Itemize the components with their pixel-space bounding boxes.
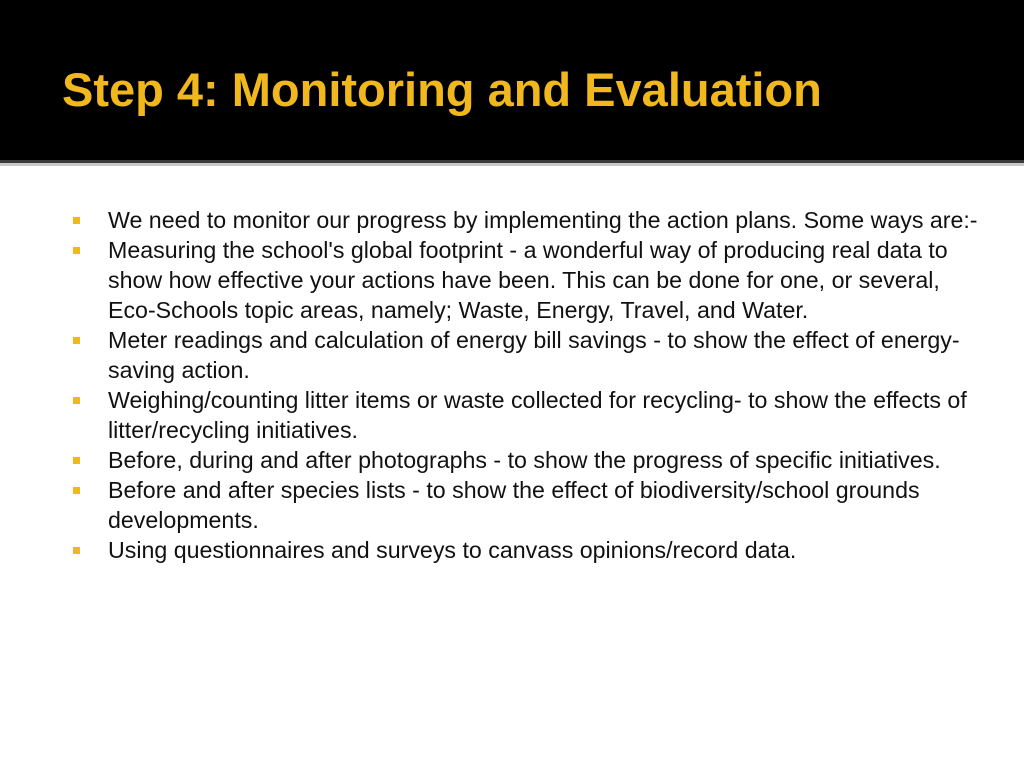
bullet-text: Before and after species lists - to show the effect of biodiversity/school grounds developments. xyxy=(108,477,920,533)
square-bullet-icon xyxy=(73,457,80,464)
bullet-text: Measuring the school's global footprint - a wonderful way of producing real data to show how effective your actions have been. This can be done for one, or several, Eco-Schools topic areas, namely; Waste, Energy, Travel, and Water. xyxy=(108,237,948,323)
bullet-list xyxy=(68,205,988,565)
bullet-item xyxy=(68,235,988,325)
square-bullet-icon xyxy=(73,547,80,554)
square-bullet-icon xyxy=(73,337,80,344)
slide-title: Step 4: Monitoring and Evaluation xyxy=(62,63,822,116)
square-bullet-icon xyxy=(73,487,80,494)
bullet-item xyxy=(68,385,988,445)
square-bullet-icon xyxy=(73,247,80,254)
square-bullet-icon xyxy=(73,217,80,224)
bullet-text: Meter readings and calculation of energy bill savings - to show the effect of energy-saving action. xyxy=(108,327,960,383)
title-divider-highlight xyxy=(0,163,1024,166)
bullet-item xyxy=(68,325,988,385)
bullet-item xyxy=(68,445,988,475)
bullet-text: Before, during and after photographs - to show the progress of specific initiatives. xyxy=(108,447,941,473)
bullet-item xyxy=(68,205,988,235)
bullet-item xyxy=(68,475,988,535)
bullet-text: We need to monitor our progress by implementing the action plans. Some ways are:- xyxy=(108,207,978,233)
bullet-item xyxy=(68,535,988,565)
bullet-text: Using questionnaires and surveys to canvass opinions/record data. xyxy=(108,537,797,563)
bullet-text: Weighing/counting litter items or waste collected for recycling- to show the effects of litter/recycling initiatives. xyxy=(108,387,967,443)
title-bar xyxy=(0,0,1024,160)
square-bullet-icon xyxy=(73,397,80,404)
